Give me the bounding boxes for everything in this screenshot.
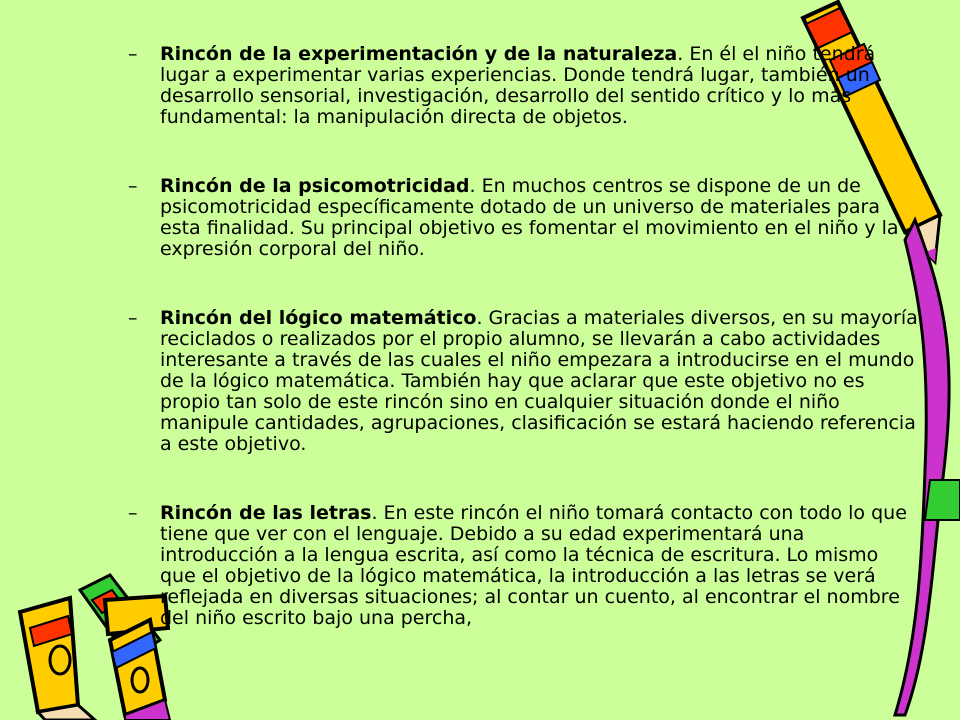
bullet-heading: Rincón de la psicomotricidad bbox=[160, 175, 470, 197]
bullet-item bbox=[128, 503, 918, 629]
bullet-marker: – bbox=[128, 43, 138, 65]
bullet-body: . En él el niño tendrá lugar a experimentar varias experiencias. Donde tendrá lugar, también un desarrollo sensorial, investigación, desarrollo del sentido crítico y lo más fundamental: la manipulación directa de objetos. bbox=[160, 43, 876, 128]
bullet-item bbox=[128, 176, 918, 260]
bullet-body: . En este rincón el niño tomará contacto con todo lo que tiene que ver con el lenguaje. Debido a su edad experimentará una introducción a la lengua escrita, así como la técnica de escritura. Lo mismo que el objetivo de la lógico matemática, la introducción a las letras se verá reflejada en diversas situaciones; al contar un cuento, al encontrar el nombre del niño escrito bajo una percha, bbox=[160, 502, 907, 629]
bullet-item bbox=[128, 308, 918, 455]
bullet-heading: Rincón de las letras bbox=[160, 502, 372, 524]
bullet-text bbox=[160, 308, 918, 455]
bullet-text bbox=[160, 176, 918, 260]
bullet-list bbox=[128, 44, 918, 629]
bullet-marker: – bbox=[128, 502, 138, 524]
bullet-marker: – bbox=[128, 307, 138, 329]
bullet-text bbox=[160, 44, 918, 128]
bullet-heading: Rincón de la experimentación y de la naturaleza bbox=[160, 43, 678, 65]
bullet-heading: Rincón del lógico matemático bbox=[160, 307, 477, 329]
bullet-marker: – bbox=[128, 175, 138, 197]
bullet-item bbox=[128, 44, 918, 128]
bullet-body: . Gracias a materiales diversos, en su mayoría reciclados o realizados por el propio alumno, se llevarán a cabo actividades interesante a través de las cuales el niño empezara a introducirse en el mundo de la lógico matemática. También hay que aclarar que este objetivo no es propio tan solo de este rincón sino en cualquier situación donde el niño manipule cantidades, agrupaciones, clasificación se estará haciendo referencia a este objetivo. bbox=[160, 307, 918, 455]
bullet-text bbox=[160, 503, 918, 629]
bullet-body: . En muchos centros se dispone de un de psicomotricidad específicamente dotado de un universo de materiales para esta finalidad. Su principal objetivo es fomentar el movimiento en el niño y la expresión corporal del niño. bbox=[160, 175, 899, 260]
